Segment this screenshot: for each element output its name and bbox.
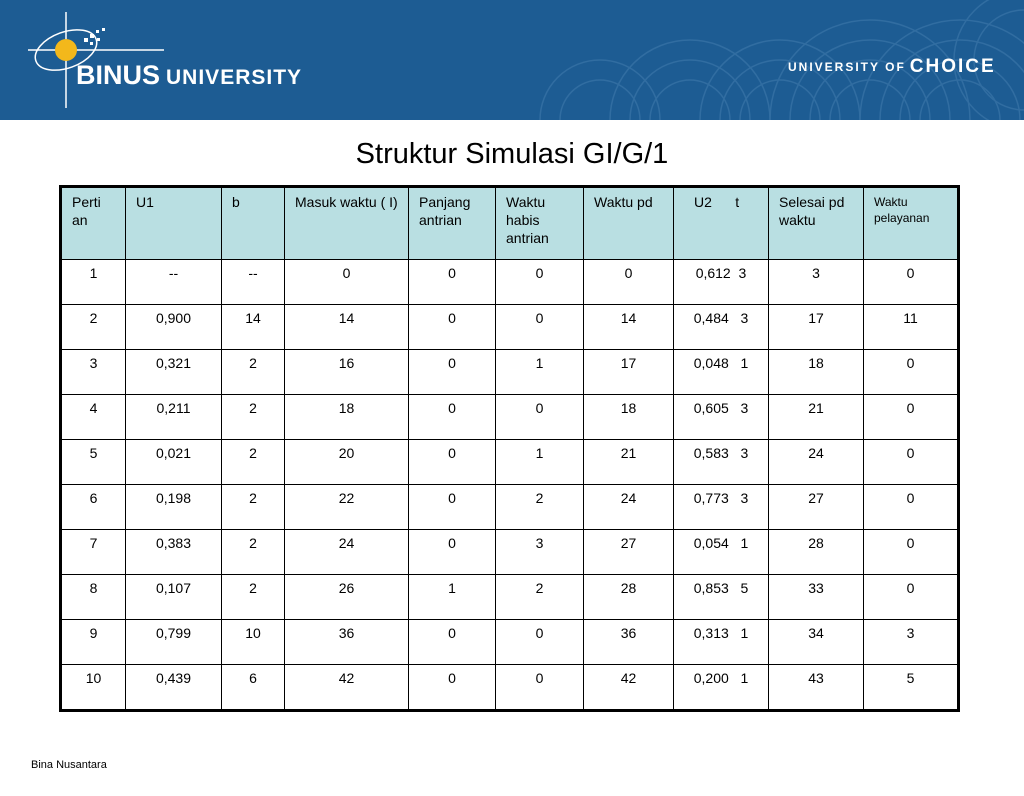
- table-cell: 0: [864, 350, 959, 395]
- table-cell: 14: [285, 305, 409, 350]
- logo-sub-text: UNIVERSITY: [166, 66, 303, 89]
- table-cell: 0,605 3: [674, 395, 769, 440]
- table-cell: 9: [61, 620, 126, 665]
- table-cell: 0,773 3: [674, 485, 769, 530]
- table-cell: 0,107: [126, 575, 222, 620]
- table-cell: 0,383: [126, 530, 222, 575]
- table-cell: 8: [61, 575, 126, 620]
- table-cell: 2: [222, 440, 285, 485]
- tagline-emphasis: CHOICE: [909, 56, 996, 77]
- table-cell: 3: [864, 620, 959, 665]
- university-tagline: [788, 56, 996, 78]
- table-cell: 0: [864, 260, 959, 305]
- table-cell: 0: [496, 665, 584, 711]
- column-header: Waktu pelayanan: [864, 187, 959, 260]
- table-cell: 27: [769, 485, 864, 530]
- table-row: [61, 620, 959, 665]
- table-cell: 7: [61, 530, 126, 575]
- column-header: U2 t: [674, 187, 769, 260]
- table-cell: 27: [584, 530, 674, 575]
- table-cell: 5: [864, 665, 959, 711]
- table-cell: 18: [285, 395, 409, 440]
- table-row: [61, 440, 959, 485]
- table-cell: 0: [285, 260, 409, 305]
- table-cell: 0: [584, 260, 674, 305]
- table-cell: 21: [584, 440, 674, 485]
- table-cell: 0,054 1: [674, 530, 769, 575]
- table-cell: 0: [409, 260, 496, 305]
- table-cell: 1: [409, 575, 496, 620]
- table-cell: 0: [409, 485, 496, 530]
- table-cell: 2: [496, 575, 584, 620]
- table-cell: 0: [496, 395, 584, 440]
- table-row: [61, 575, 959, 620]
- table-cell: 0,321: [126, 350, 222, 395]
- table-cell: 2: [496, 485, 584, 530]
- table-cell: 2: [61, 305, 126, 350]
- table-row: [61, 305, 959, 350]
- table-cell: 0,799: [126, 620, 222, 665]
- header-banner: [0, 0, 1024, 120]
- table-cell: 33: [769, 575, 864, 620]
- table-cell: 0: [409, 395, 496, 440]
- footer-text: Bina Nusantara: [31, 759, 107, 771]
- table-row: [61, 530, 959, 575]
- table-cell: 24: [769, 440, 864, 485]
- table-cell: 0: [409, 620, 496, 665]
- table-cell: 11: [864, 305, 959, 350]
- column-header: Waktu pd: [584, 187, 674, 260]
- table-cell: 28: [769, 530, 864, 575]
- table-cell: 16: [285, 350, 409, 395]
- table-cell: --: [126, 260, 222, 305]
- column-header: Perti an: [61, 187, 126, 260]
- table-cell: 0,200 1: [674, 665, 769, 711]
- table-cell: 0: [496, 260, 584, 305]
- table-cell: 0,198: [126, 485, 222, 530]
- table-row: [61, 395, 959, 440]
- table-cell: 0,900: [126, 305, 222, 350]
- table-cell: 0,484 3: [674, 305, 769, 350]
- table-cell: 28: [584, 575, 674, 620]
- table-cell: 36: [584, 620, 674, 665]
- table-cell: 0: [409, 665, 496, 711]
- table-cell: 2: [222, 575, 285, 620]
- table-cell: 6: [222, 665, 285, 711]
- table-cell: 0,853 5: [674, 575, 769, 620]
- table-cell: 0,313 1: [674, 620, 769, 665]
- table-cell: 2: [222, 350, 285, 395]
- table-cell: 10: [61, 665, 126, 711]
- table-cell: 1: [61, 260, 126, 305]
- table-cell: 42: [584, 665, 674, 711]
- table-cell: 21: [769, 395, 864, 440]
- table-cell: 14: [222, 305, 285, 350]
- table-cell: 0: [409, 350, 496, 395]
- table-cell: 10: [222, 620, 285, 665]
- binus-university-logo: [76, 60, 302, 91]
- table-cell: 0,583 3: [674, 440, 769, 485]
- table-cell: --: [222, 260, 285, 305]
- table-cell: 0,612 3: [674, 260, 769, 305]
- table-cell: 36: [285, 620, 409, 665]
- table-cell: 2: [222, 530, 285, 575]
- table-cell: 0,211: [126, 395, 222, 440]
- table-cell: 1: [496, 440, 584, 485]
- table-cell: 0: [496, 305, 584, 350]
- column-header: U1: [126, 187, 222, 260]
- column-header: Selesai pd waktu: [769, 187, 864, 260]
- table-cell: 0,021: [126, 440, 222, 485]
- table-cell: 0: [864, 530, 959, 575]
- column-header: Panjang antrian: [409, 187, 496, 260]
- table-cell: 18: [584, 395, 674, 440]
- logo-main-text: BINUS: [76, 60, 161, 90]
- simulation-table: [59, 185, 960, 712]
- table-header-row: [61, 187, 959, 260]
- column-header: Waktu habis antrian: [496, 187, 584, 260]
- column-header: Masuk waktu ( I): [285, 187, 409, 260]
- column-header: b: [222, 187, 285, 260]
- table-cell: 34: [769, 620, 864, 665]
- table-row: [61, 665, 959, 711]
- tagline-prefix: UNIVERSITY OF: [788, 60, 906, 74]
- table-cell: 14: [584, 305, 674, 350]
- table-cell: 2: [222, 395, 285, 440]
- table-cell: 17: [584, 350, 674, 395]
- table-cell: 24: [584, 485, 674, 530]
- table-cell: 0,439: [126, 665, 222, 711]
- table-cell: 1: [496, 350, 584, 395]
- table-row: [61, 260, 959, 305]
- table-cell: 3: [769, 260, 864, 305]
- slide-title: Struktur Simulasi GI/G/1: [355, 138, 669, 170]
- table-cell: 0: [409, 530, 496, 575]
- table-cell: 17: [769, 305, 864, 350]
- table-cell: 0: [864, 485, 959, 530]
- table-cell: 5: [61, 440, 126, 485]
- table-cell: 22: [285, 485, 409, 530]
- table-cell: 0: [864, 440, 959, 485]
- table-cell: 6: [61, 485, 126, 530]
- table-cell: 18: [769, 350, 864, 395]
- table-cell: 42: [285, 665, 409, 711]
- table-row: [61, 485, 959, 530]
- table-cell: 0: [864, 575, 959, 620]
- table-cell: 3: [61, 350, 126, 395]
- table-cell: 26: [285, 575, 409, 620]
- table-cell: 20: [285, 440, 409, 485]
- table-row: [61, 350, 959, 395]
- table-cell: 3: [496, 530, 584, 575]
- table-cell: 0,048 1: [674, 350, 769, 395]
- table-cell: 0: [864, 395, 959, 440]
- table-cell: 4: [61, 395, 126, 440]
- table-cell: 43: [769, 665, 864, 711]
- table-cell: 0: [409, 305, 496, 350]
- table-cell: 24: [285, 530, 409, 575]
- table-cell: 2: [222, 485, 285, 530]
- table-cell: 0: [496, 620, 584, 665]
- table-cell: 0: [409, 440, 496, 485]
